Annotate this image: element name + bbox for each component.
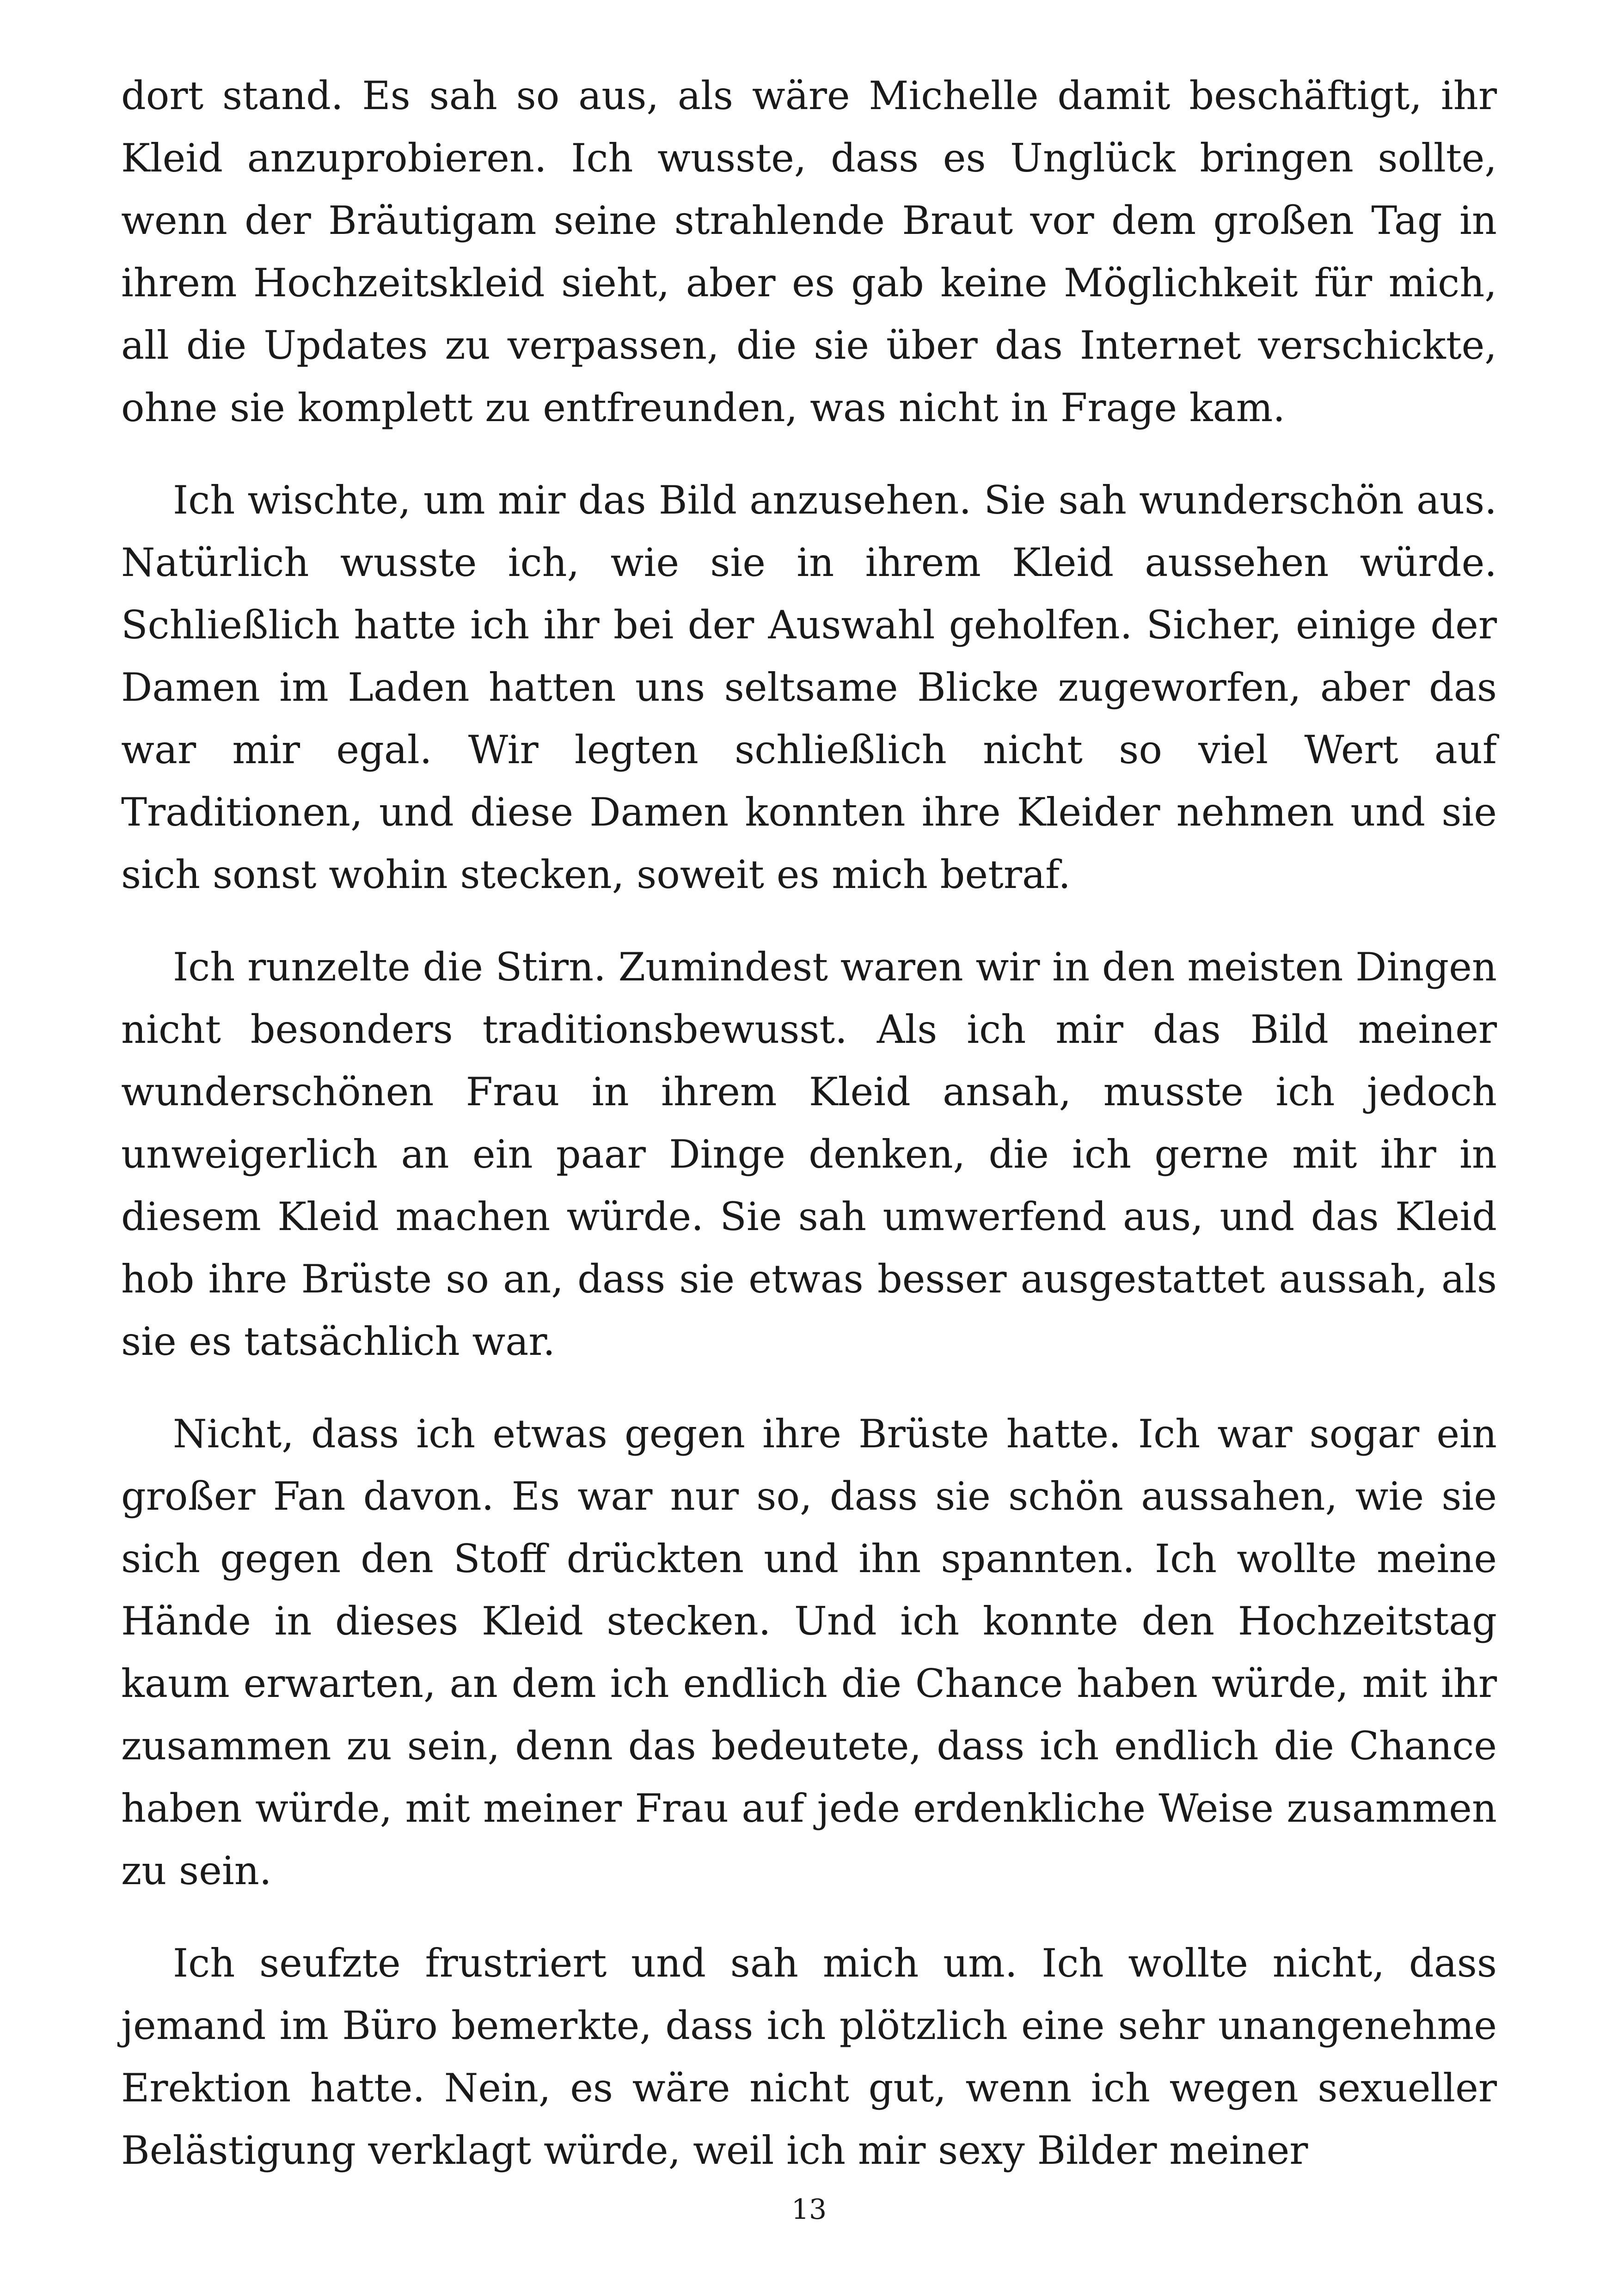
paragraph-3: Ich runzelte die Stirn. Zumindest waren wir in den meisten Dingen nicht besonders traditionsbewusst. Als ich mir das Bild meiner wunderschönen Frau in ihrem Kleid ansah, musste ich jedoch unweigerlich an ein paar Dinge denken, die ich gerne mit ihr in diesem Kleid machen würde. Sie sah umwerfend aus, und das Kleid hob ihre Brüste so an, dass sie etwas besser ausgestattet aussah, als sie es tatsächlich war. [121,944,1497,1364]
paragraph-5: Ich seufzte frustriert und sah mich um. Ich wollte nicht, dass jemand im Büro bemerkte, dass ich plötzlich eine sehr unangenehme Erektion hatte. Nein, es wäre nicht gut, wenn ich wegen sexueller Belästigung verklagt würde, weil ich mir sexy Bilder meiner [121,1941,1497,2173]
body-text [121,65,1497,2212]
paragraph-1: dort stand. Es sah so aus, als wäre Michelle damit beschäftigt, ihr Kleid anzuprobieren. Ich wusste, dass es Unglück bringen sollte, wenn der Bräutigam seine strahlende Braut vor dem großen Tag in ihrem Hochzeitskleid sieht, aber es gab keine Möglichkeit für mich, all die Updates zu verpassen, die sie über das Internet verschickte, ohne sie komplett zu entfreunden, was nicht in Frage kam. [121,73,1497,430]
paragraph-2: Ich wischte, um mir das Bild anzusehen. Sie sah wunderschön aus. Natürlich wusste ich, wie sie in ihrem Kleid aussehen würde. Schließlich hatte ich ihr bei der Auswahl geholfen. Sicher, einige der Damen im Laden hatten uns seltsame Blicke zugeworfen, aber das war mir egal. Wir legten schließlich nicht so viel Wert auf Traditionen, und diese Damen konnten ihre Kleider nehmen und sie sich sonst wohin stecken, soweit es mich betraf. [121,478,1497,897]
page-number: 13 [791,2193,827,2226]
paragraph-4: Nicht, dass ich etwas gegen ihre Brüste hatte. Ich war sogar ein großer Fan davon. Es war nur so, dass sie schön aussahen, wie sie sich gegen den Stoff drückten und ihn spannten. Ich wollte meine Hände in dieses Kleid stecken. Und ich konnte den Hochzeitstag kaum erwarten, an dem ich endlich die Chance haben würde, mit ihr zusammen zu sein, denn das bedeutete, dass ich endlich die Chance haben würde, mit meiner Frau auf jede erdenkliche Weise zusammen zu sein. [121,1411,1497,1893]
